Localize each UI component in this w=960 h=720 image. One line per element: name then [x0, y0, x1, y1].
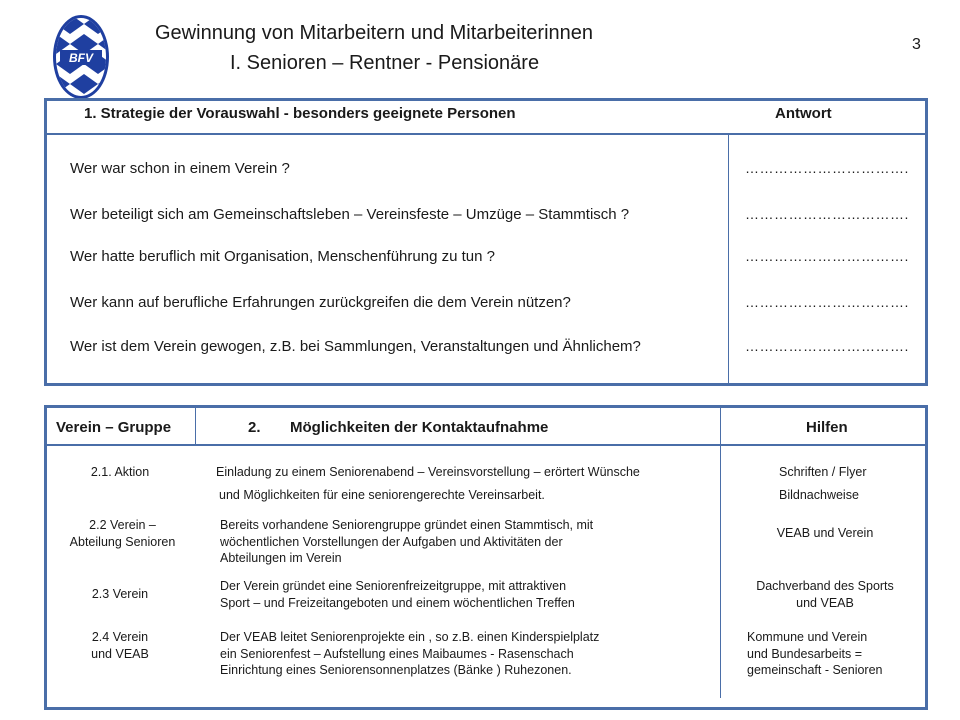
answer-field-4[interactable]: …………………………….	[745, 294, 909, 310]
contact-heading-number: 2.	[248, 419, 261, 436]
row1-text-line2: und Möglichkeiten für eine seniorengerechte Vereinsarbeit.	[219, 488, 545, 502]
contact-header-divider-left	[195, 408, 196, 444]
bfv-logo	[52, 14, 110, 100]
strategy-header-divider	[44, 133, 928, 135]
row1-help-line2: Bildnachweise	[779, 488, 859, 502]
answer-field-3[interactable]: …………………………….	[745, 248, 909, 264]
help-heading: Hilfen	[806, 419, 848, 436]
title-line2: I. Senioren – Rentner - Pensionäre	[230, 52, 540, 74]
answer-field-5[interactable]: …………………………….	[745, 338, 909, 354]
contact-header-divider	[44, 444, 928, 446]
group-heading: Verein – Gruppe	[56, 419, 172, 436]
row3-group: 2.3 Verein	[91, 587, 149, 601]
title-line1: Gewinnung von Mitarbeitern und Mitarbeiterinnen	[155, 22, 594, 44]
logo-text: BFV	[69, 51, 93, 65]
row1-text-line1: Einladung zu einem Seniorenabend – Vereinsvorstellung – erörtert Wünsche	[216, 465, 640, 479]
question-1: Wer war schon in einem Verein ?	[70, 160, 290, 177]
page-number: 3	[912, 36, 921, 53]
contact-column-divider	[720, 408, 721, 698]
row4-help: Kommune und Verein und Bundesarbeits = gemeinschaft - Senioren	[747, 630, 883, 677]
question-5: Wer ist dem Verein gewogen, z.B. bei Sammlungen, Veranstaltungen und Ähnlichem?	[70, 338, 641, 355]
row1-help-line1: Schriften / Flyer	[779, 465, 867, 479]
strategy-column-divider	[728, 133, 729, 385]
row1-group: 2.1. Aktion	[90, 465, 150, 479]
question-3: Wer hatte beruflich mit Organisation, Menschenführung zu tun ?	[70, 248, 495, 265]
row4-text: Der VEAB leitet Seniorenprojekte ein , so z.B. einen Kinderspielplatz ein Seniorenfest – Aufstellung eines Maibaumes - Rasenschach Einrichtung eines Seniorensonnenplatzes (Bänke ) Ruhezonen.	[220, 630, 600, 677]
row4-group: 2.4 Verein und VEAB	[91, 630, 149, 661]
answer-field-1[interactable]: …………………………….	[745, 160, 909, 176]
row2-help: VEAB und Verein	[776, 526, 874, 540]
contact-heading: Möglichkeiten der Kontaktaufnahme	[290, 419, 549, 436]
row2-text: Bereits vorhandene Seniorengruppe gründet einen Stammtisch, mit wöchentlichen Vorstellungen der Aufgaben und Aktivitäten der Abteilungen im Verein	[220, 518, 594, 565]
question-2: Wer beteiligt sich am Gemeinschaftsleben – Vereinsfeste – Umzüge – Stammtisch ?	[70, 206, 630, 223]
row3-help: Dachverband des Sports und VEAB	[756, 579, 894, 610]
question-4: Wer kann auf berufliche Erfahrungen zurückgreifen die dem Verein nützen?	[70, 294, 571, 311]
strategy-heading: 1. Strategie der Vorauswahl - besonders geeignete Personen	[84, 105, 516, 122]
row2-group: 2.2 Verein – Abteilung Senioren	[69, 518, 176, 549]
row3-text: Der Verein gründet eine Seniorenfreizeitgruppe, mit attraktiven Sport – und Freizeitangeboten und einem wöchentlichen Treffen	[220, 579, 575, 610]
answer-field-2[interactable]: …………………………….	[745, 206, 909, 222]
answer-heading: Antwort	[775, 105, 832, 122]
